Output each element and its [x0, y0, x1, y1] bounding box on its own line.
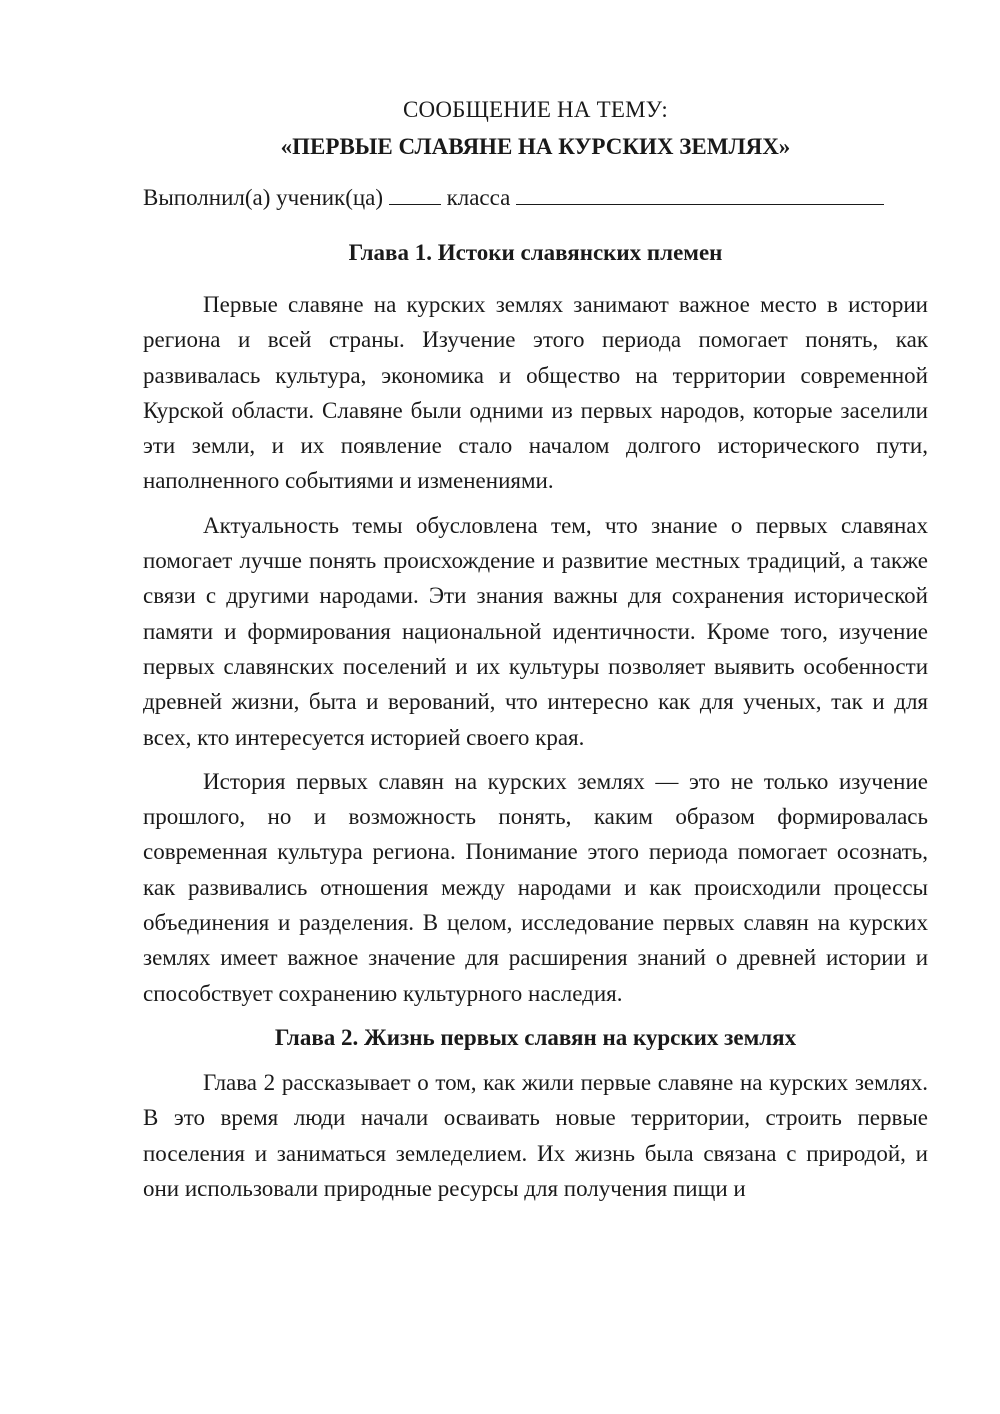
document-page	[143, 92, 928, 1206]
title-line-1: СООБЩЕНИЕ НА ТЕМУ:	[403, 97, 668, 122]
chapter-1-paragraph-1: Первые славяне на курских землях занимают важное место в истории региона и всей страны. Изучение этого периода помогает понять, как развивалась культура, экономика и общество на территории современной Курской области. Славяне были одними из первых народов, которые заселили эти земли, и их появление стало началом долгого исторического пути, наполненного событиями и изменениями.	[143, 292, 928, 494]
title-line-2: «ПЕРВЫЕ СЛАВЯНЕ НА КУРСКИХ ЗЕМЛЯХ»	[280, 134, 791, 159]
class-word: класса	[446, 185, 511, 210]
chapter-1-paragraph-2: Актуальность темы обусловлена тем, что знание о первых славянах помогает лучше понять происхождение и развитие местных традиций, а также связи с другими народами. Эти знания важны для сохранения исторической памяти и формирования национальной идентичности. Кроме того, изучение первых славянских поселений и их культуры позволяет выявить особенности древней жизни, быта и верований, что интересно как для ученых, так и для всех, кто интересуется историей своего края.	[143, 512, 928, 750]
class-name-blank	[516, 184, 884, 205]
class-number-blank	[389, 184, 441, 205]
author-line	[143, 180, 928, 215]
chapter-1-paragraph-3: История первых славян на курских землях — это не только изучение прошлого, но и возможность понять, каким образом формировалась современная культура региона. Понимание этого периода помогает осознать, как развивались отношения между народами и как происходили процессы объединения и разделения. В целом, исследование первых славян на курских землях имеет важное значение для расширения знаний о древней истории и способствует сохранению культурного наследия.	[143, 768, 928, 1006]
chapter-2-heading: Глава 2. Жизнь первых славян на курских землях	[274, 1024, 797, 1050]
author-prefix: Выполнил(а) ученик(ца)	[143, 185, 384, 210]
chapter-1-heading: Глава 1. Истоки славянских племен	[348, 240, 723, 265]
chapter-2-paragraph-1: Глава 2 рассказывает о том, как жили первые славяне на курских землях. В это время люди начали осваивать новые территории, строить первые поселения и заниматься земледелием. Их жизнь была связана с природой, и они использовали природные ресурсы для получения пищи и	[143, 1069, 928, 1201]
